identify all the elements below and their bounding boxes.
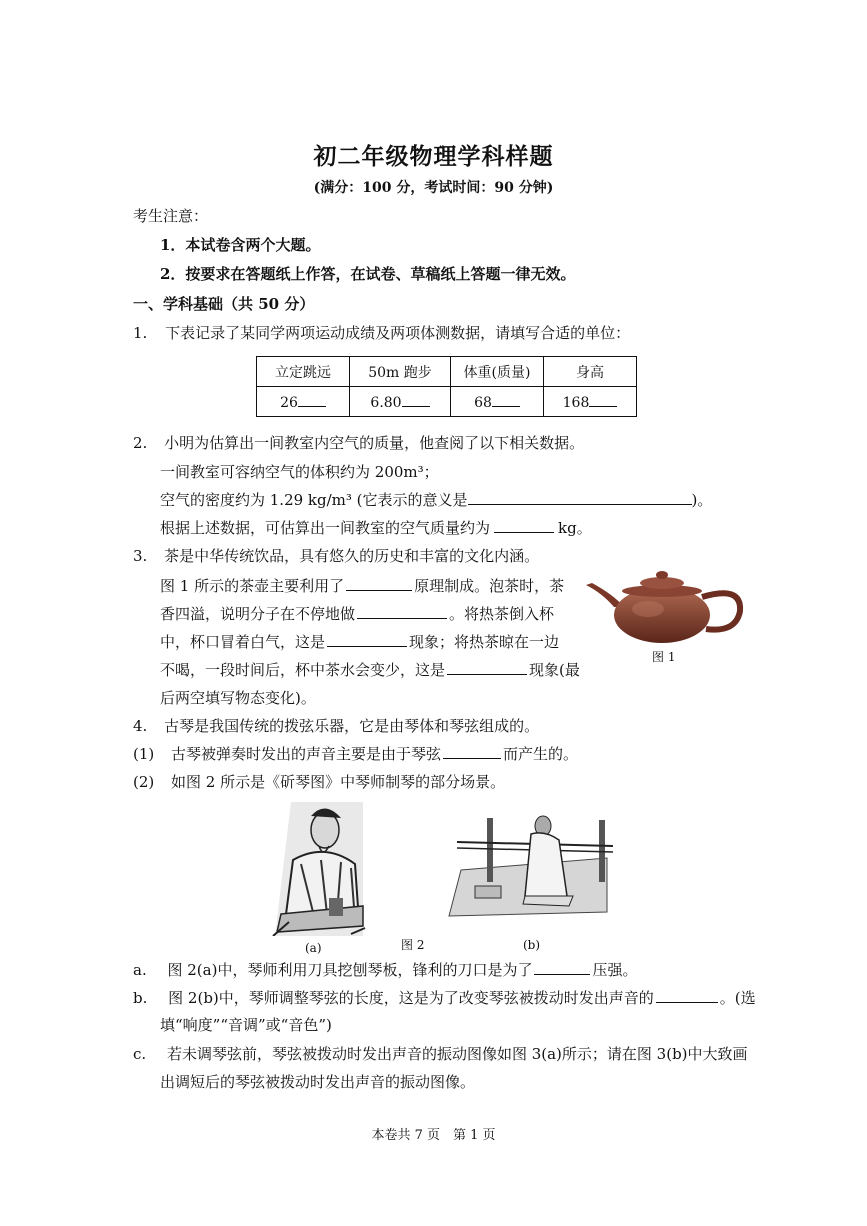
answer-blank[interactable] [327, 632, 407, 647]
answer-blank[interactable] [494, 518, 554, 533]
question-number: 3. [133, 547, 148, 565]
question-text: 下表记录了某同学两项运动成绩及两项体测数据，请填写合适的单位： [165, 324, 631, 342]
question-4 [133, 715, 539, 736]
exam-info: (满分：100 分，考试时间：90 分钟) [313, 180, 554, 196]
sub-question [133, 1043, 748, 1064]
text-segment: 。(选 [719, 989, 756, 1007]
question-text [160, 603, 554, 624]
figure-label-a: (a) [305, 941, 322, 955]
notice-item: 1．本试卷含两个大题。 [160, 236, 321, 254]
page-footer: 本卷共 7 页 第 1 页 [371, 1128, 496, 1143]
notice-item: 2．按要求在答题纸上作答，在试卷、草稿纸上答题一律无效。 [160, 265, 576, 283]
answer-blank[interactable] [589, 392, 617, 407]
answer-blank[interactable] [656, 988, 718, 1003]
page-title: 初二年级物理学科样题 [313, 144, 554, 170]
cell-value: 6.80 [370, 395, 402, 411]
text-segment: 现象(最 [529, 661, 580, 679]
question-text: 古琴是我国传统的拨弦乐器，它是由琴体和琴弦组成的。 [164, 717, 540, 735]
text-segment: )。 [691, 491, 713, 509]
table-cell [451, 387, 544, 417]
answer-blank[interactable] [402, 392, 430, 407]
question-text [160, 517, 592, 538]
table-header: 50m 跑步 [350, 357, 451, 387]
qin-maker-carving-image [271, 802, 367, 936]
text-segment: 不喝，一段时间后，杯中茶水会变少，这是 [160, 661, 446, 679]
answer-blank[interactable] [357, 604, 447, 619]
section-heading: 一、学科基础（共 50 分） [133, 295, 315, 313]
figure-label-b: (b) [523, 938, 541, 952]
question-number: 1. [133, 324, 148, 342]
text-segment: 香四溢，说明分子在不停地做 [160, 605, 356, 623]
text-segment: 图 2(b)中，琴师调整琴弦的长度，这是为了改变琴弦被拨动时发出声音的 [168, 989, 654, 1007]
cell-value: 168 [562, 395, 590, 411]
answer-blank[interactable] [534, 960, 590, 975]
answer-blank[interactable] [346, 576, 412, 591]
score-table [256, 356, 637, 417]
teapot-image [584, 563, 746, 645]
figure-caption: 图 1 [652, 650, 676, 664]
text-segment: 古琴被弹奏时发出的声音主要是由于琴弦 [171, 745, 442, 763]
text-segment: 而产生的。 [503, 745, 579, 763]
text-segment: 空气的密度约为 1.29 kg/m³ (它表示的意义是 [160, 491, 468, 509]
answer-blank[interactable] [468, 490, 692, 505]
table-header: 立定跳远 [257, 357, 350, 387]
question-text: 填“响度”“音调”或“音色”) [160, 1016, 332, 1034]
question-1 [133, 322, 630, 343]
text-segment: 。将热茶倒入杯 [449, 605, 555, 623]
table-header: 体重(质量) [451, 357, 544, 387]
sub-question [133, 771, 505, 792]
text-segment: 图 1 所示的茶壶主要利用了 [160, 577, 345, 595]
question-text: 出调短后的琴弦被拨动时发出声音的振动图像。 [160, 1073, 476, 1091]
sub-question-number: c. [133, 1045, 147, 1063]
text-segment: 压强。 [592, 961, 638, 979]
answer-blank[interactable] [298, 392, 326, 407]
answer-blank[interactable] [447, 660, 527, 675]
cell-value: 68 [474, 395, 492, 411]
table-cell [350, 387, 451, 417]
sub-question-number: a. [133, 961, 147, 979]
question-number: 4. [133, 717, 148, 735]
text-segment: 图 2(a)中，琴师利用刀具挖刨琴板，锋利的刀口是为了 [167, 961, 533, 979]
question-text [160, 631, 559, 652]
answer-blank[interactable] [492, 392, 520, 407]
sub-question-number: (2) [133, 773, 155, 791]
table-cell [257, 387, 350, 417]
sub-question [133, 959, 637, 980]
text-segment: 中，杯口冒着白气，这是 [160, 633, 326, 651]
text-segment: 根据上述数据，可估算出一间教室的空气质量约为 [160, 519, 491, 537]
qin-maker-stringing-image [447, 800, 615, 918]
question-2 [133, 432, 584, 453]
sub-question-number: (1) [133, 745, 155, 763]
notice-heading: 考生注意： [133, 207, 209, 225]
question-text [160, 489, 712, 510]
question-text: 小明为估算出一间教室内空气的质量，他查阅了以下相关数据。 [164, 434, 585, 452]
text-segment: 现象；将热茶晾在一边 [409, 633, 560, 651]
cell-value: 26 [280, 395, 298, 411]
text-segment: kg。 [558, 519, 592, 537]
text-segment: 原理制成。泡茶时，茶 [414, 577, 565, 595]
table-header: 身高 [544, 357, 637, 387]
sub-question-number: b. [133, 989, 148, 1007]
answer-blank[interactable] [443, 744, 501, 759]
question-text: 一间教室可容纳空气的体积约为 200m³； [160, 463, 439, 481]
question-text [160, 575, 564, 596]
text-segment: 若未调琴弦前，琴弦被拨动时发出声音的振动图像如图 3(a)所示；请在图 3(b)中大致画 [166, 1045, 748, 1063]
table-cell [544, 387, 637, 417]
question-text: 后两空填写物态变化)。 [160, 689, 316, 707]
question-number: 2. [133, 434, 148, 452]
question-3 [133, 545, 539, 566]
question-text: 茶是中华传统饮品，具有悠久的历史和丰富的文化内涵。 [164, 547, 540, 565]
sub-question [133, 987, 756, 1008]
text-segment: 如图 2 所示是《斫琴图》中琴师制琴的部分场景。 [171, 773, 506, 791]
figure-caption: 图 2 [401, 938, 425, 952]
sub-question [133, 743, 578, 764]
question-text [160, 659, 580, 680]
